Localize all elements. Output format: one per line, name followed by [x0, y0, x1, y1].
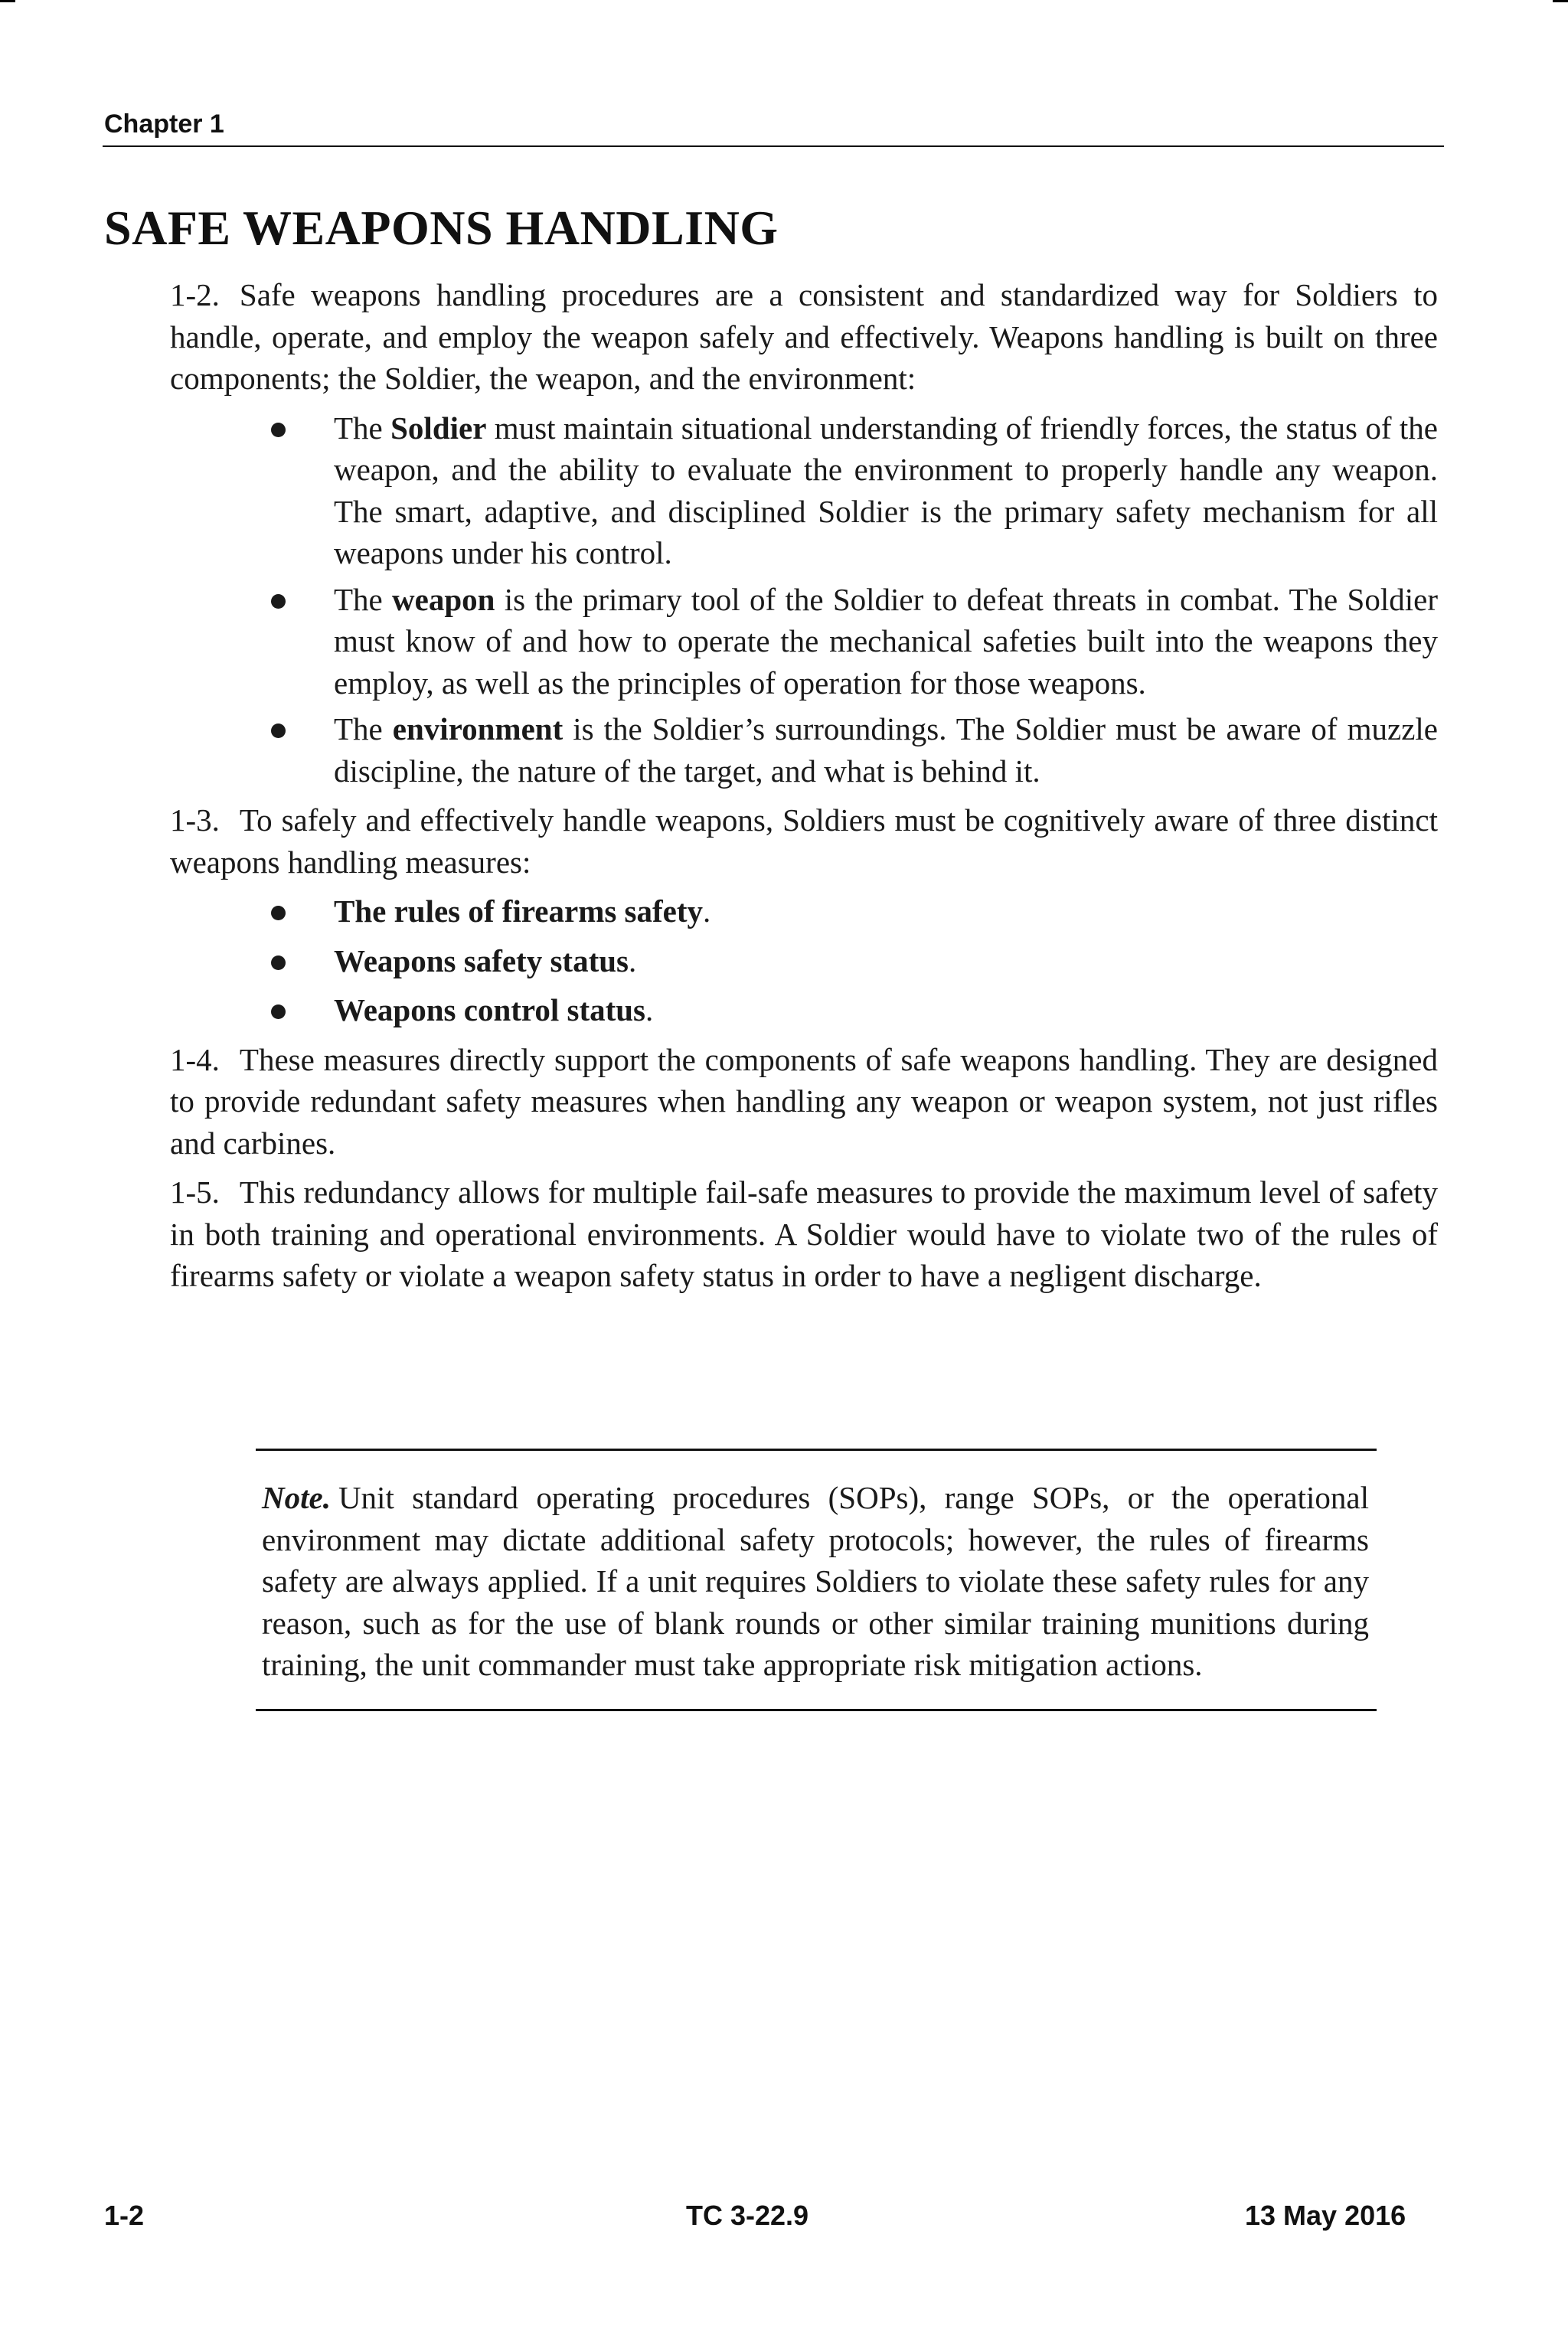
paragraph-1-4 — [170, 1039, 1438, 1165]
paragraph-1-5 — [170, 1171, 1438, 1297]
note-box — [256, 1449, 1377, 1711]
running-head: Chapter 1 — [104, 109, 224, 139]
paragraph-1-3 — [170, 799, 1438, 883]
bullet-icon — [271, 423, 286, 437]
measures-list — [170, 890, 1438, 1031]
paragraph-1-2 — [170, 274, 1438, 400]
list-item: The weapon is the primary tool of the Soldier to defeat threats in combat. The Soldier must know of and how to operate the mechanical safeties built into the weapons they employ, as well as the principles of operation for those weapons. — [170, 579, 1438, 704]
paragraph-number: 1-3. — [170, 802, 220, 838]
bullet-icon — [271, 956, 286, 970]
page-number: 1-2 — [104, 2200, 145, 2231]
paragraph-text: To safely and effectively handle weapons, Soldiers must be cognitively aware of three distinct weapons handling measures: — [170, 802, 1438, 880]
crop-mark-left — [0, 0, 15, 2]
bullet-icon — [271, 1004, 286, 1019]
term-soldier: Soldier — [390, 410, 487, 446]
paragraph-text: This redundancy allows for multiple fail-safe measures to provide the maximum level of safety in both training and operational environments. A Soldier would have to violate two of the rules of firearms safety or violate a weapon safety status in order to have a negligent discharge. — [170, 1174, 1438, 1293]
bullet-icon — [271, 906, 286, 920]
note-text: Note. Unit standard operating procedures (SOPs), range SOPs, or the operational environment may dictate additional safety protocols; however, the rules of firearms safety are always applied. If a unit requires Soldiers to violate these safety rules for any reason, such as for the use of blank rounds or other similar training munitions during training, the unit commander must take appropriate risk mitigation actions. — [262, 1480, 1369, 1682]
publication-date: 13 May 2016 — [1245, 2200, 1406, 2231]
publication-id: TC 3-22.9 — [686, 2200, 809, 2231]
paragraph-number: 1-4. — [170, 1041, 220, 1077]
paragraph-number: 1-2. — [170, 277, 220, 312]
components-list — [170, 407, 1438, 792]
header-rule — [103, 145, 1444, 147]
section-title: SAFE WEAPONS HANDLING — [104, 201, 779, 255]
paragraph-text: Safe weapons handling procedures are a consistent and standardized way for Soldiers to handle, operate, and employ the weapon safely and effectively. Weapons handling is built on three components; the Soldier, the weapon, and the environment: — [170, 277, 1438, 396]
body-text — [170, 274, 1438, 1305]
list-item: Weapons control status. — [170, 989, 1438, 1031]
list-item: The environment is the Soldier’s surroundings. The Soldier must be aware of muzzle discipline, the nature of the target, and what is behind it. — [170, 708, 1438, 792]
note-label: Note. — [262, 1480, 331, 1515]
term-weapon: weapon — [392, 581, 495, 617]
paragraph-text: These measures directly support the components of safe weapons handling. They are designed to provide redundant safety measures when handling any weapon or weapon system, not just rifles and carbines. — [170, 1041, 1438, 1161]
bullet-icon — [271, 594, 286, 609]
list-item: The Soldier must maintain situational understanding of friendly forces, the status of the weapon, and the ability to evaluate the environment to properly handle any weapon. The smart, adaptive, and disciplined Soldier is the primary safety mechanism for all weapons under his control. — [170, 407, 1438, 574]
crop-mark-right — [1553, 0, 1568, 2]
list-item: The rules of firearms safety. — [170, 890, 1438, 933]
bullet-icon — [271, 724, 286, 738]
paragraph-number: 1-5. — [170, 1174, 220, 1210]
term-environment: environment — [392, 711, 564, 746]
list-item: Weapons safety status. — [170, 940, 1438, 982]
